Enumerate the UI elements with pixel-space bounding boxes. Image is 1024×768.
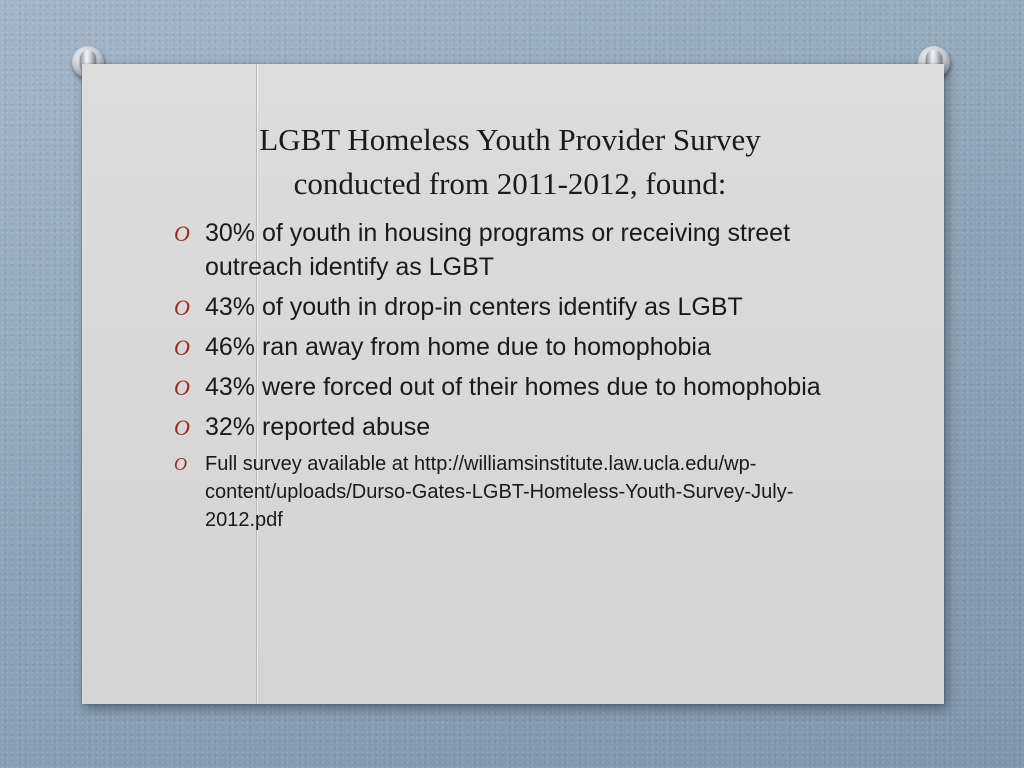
bullet-item-drop-in-centers — [170, 290, 850, 324]
slide-title — [200, 118, 820, 206]
bullet-item-housing-programs — [170, 216, 850, 284]
bullet-text: 30% of youth in housing programs or receiving street outreach identify as LGBT — [205, 219, 791, 281]
bullet-text: 32% reported abuse — [205, 413, 431, 441]
bullet-item-forced-out — [170, 370, 850, 404]
slide-title-line-2: conducted from 2011-2012, found: — [293, 166, 727, 201]
bullet-marker-icon: O — [174, 454, 187, 474]
bullet-text: 46% ran away from home due to homophobia — [205, 333, 711, 361]
bullet-item-abuse — [170, 410, 850, 444]
bullet-text: 43% were forced out of their homes due to homophobia — [205, 373, 821, 401]
bullet-text: 43% of youth in drop-in centers identify as LGBT — [205, 293, 743, 321]
bullet-marker-icon: O — [174, 415, 190, 440]
bullet-item-ran-away — [170, 330, 850, 364]
bullet-marker-icon: O — [174, 335, 190, 360]
bullet-item-survey-link — [170, 450, 850, 534]
bullet-list — [170, 216, 850, 540]
bullet-marker-icon: O — [174, 221, 190, 246]
bullet-marker-icon: O — [174, 375, 190, 400]
bullet-marker-icon: O — [174, 295, 190, 320]
slide-title-line-1: LGBT Homeless Youth Provider Survey — [259, 122, 761, 157]
bullet-text: Full survey available at http://williamsinstitute.law.ucla.edu/wp-content/uploads/Durso-Gates-LGBT-Homeless-Youth-Survey-July-2012.pdf — [205, 453, 794, 531]
